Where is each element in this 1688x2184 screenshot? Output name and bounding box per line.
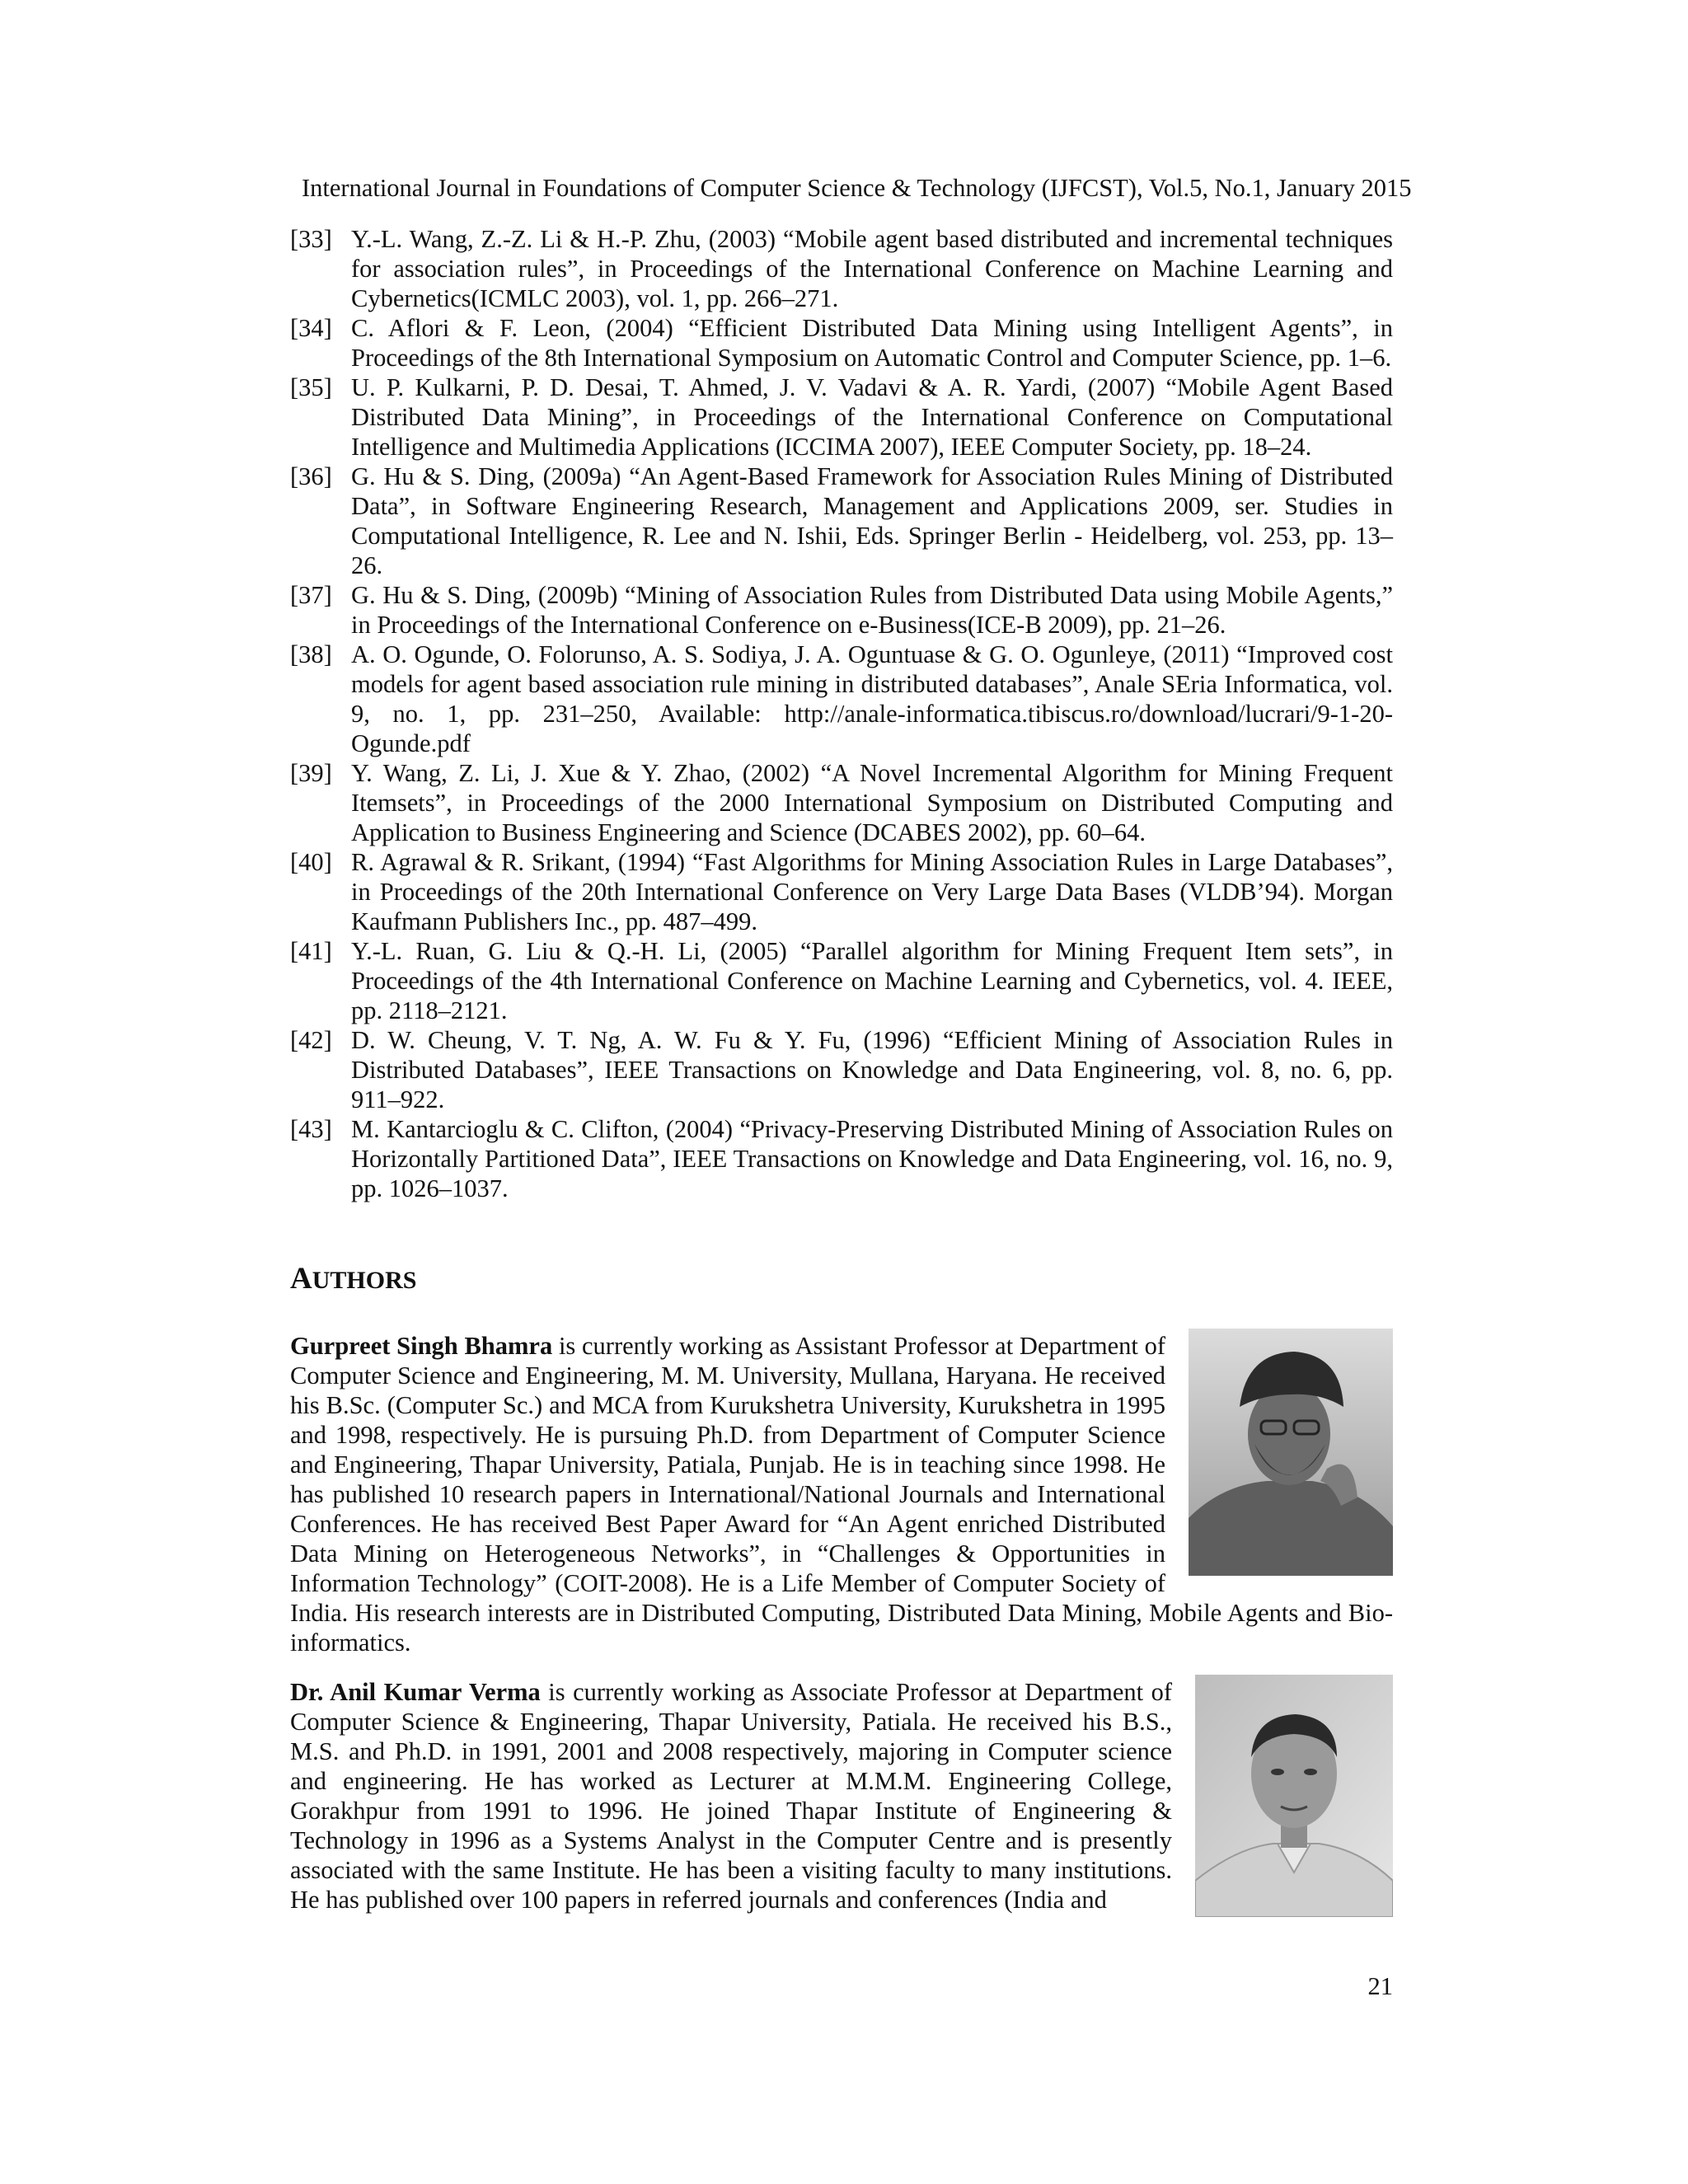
authors-heading-initial: A: [290, 1262, 312, 1296]
authors-heading: [290, 1261, 416, 1299]
reference-item: [290, 580, 1393, 640]
author-bio: [290, 1677, 1393, 1922]
reference-item: [290, 1025, 1393, 1114]
author-bio: [290, 1331, 1393, 1657]
author-photo: [1189, 1329, 1393, 1576]
reference-number: [33]: [290, 225, 332, 253]
reference-number: [37]: [290, 581, 332, 609]
reference-text: A. O. Ogunde, O. Folorunso, A. S. Sodiya, J. A. Oguntuase & G. O. Ogunleye, (2011) “Improved cost models for agent based association rule mining in distributed databases”, Anale SEria Informatica, vol. 9, no. 1, pp. 231–250, Available: http://anale-informatica.tibiscus.ro/download/lucrari/9-1-20-Ogunde.pdf: [351, 640, 1393, 757]
reference-text: Y.-L. Wang, Z.-Z. Li & H.-P. Zhu, (2003) “Mobile agent based distributed and incremental techniques for association rules”, in Proceedings of the International Conference on Machine Learning and Cybernetics(ICMLC 2003), vol. 1, pp. 266–271.: [351, 225, 1393, 312]
reference-number: [36]: [290, 462, 332, 490]
reference-item: [290, 224, 1393, 313]
reference-item: [290, 847, 1393, 936]
author-name: Gurpreet Singh Bhamra: [290, 1332, 553, 1360]
reference-text: D. W. Cheung, V. T. Ng, A. W. Fu & Y. Fu, (1996) “Efficient Mining of Association Rules in Distributed Databases”, IEEE Transactions on Knowledge and Data Engineering, vol. 8, no. 6, pp. 911–922.: [351, 1026, 1393, 1113]
reference-text: R. Agrawal & R. Srikant, (1994) “Fast Algorithms for Mining Association Rules in Large Databases”, in Proceedings of the 20th International Conference on Very Large Data Bases (VLDB’94). Morgan Kaufmann Publishers Inc., pp. 487–499.: [351, 848, 1393, 935]
reference-item: [290, 373, 1393, 462]
reference-item: [290, 640, 1393, 758]
reference-text: Y.-L. Ruan, G. Liu & Q.-H. Li, (2005) “Parallel algorithm for Mining Frequent Item sets”, in Proceedings of the 4th International Conference on Machine Learning and Cybernetics, vol. 4. IEEE, pp. 2118–2121.: [351, 937, 1393, 1024]
reference-text: U. P. Kulkarni, P. D. Desai, T. Ahmed, J. V. Vadavi & A. R. Yardi, (2007) “Mobile Agent Based Distributed Data Mining”, in Proceedings of the International Conference on Computational Intelligence and Multimedia Applications (ICCIMA 2007), IEEE Computer Society, pp. 18–24.: [351, 373, 1393, 461]
author-name: Dr. Anil Kumar Verma: [290, 1678, 541, 1706]
reference-text: Y. Wang, Z. Li, J. Xue & Y. Zhao, (2002) “A Novel Incremental Algorithm for Mining Frequent Itemsets”, in Proceedings of the 2000 International Symposium on Distributed Computing and Application to Business Engineering and Science (DCABES 2002), pp. 60–64.: [351, 759, 1393, 846]
reference-list: [290, 224, 1393, 1203]
reference-number: [34]: [290, 314, 332, 342]
reference-item: [290, 936, 1393, 1025]
reference-number: [38]: [290, 640, 332, 668]
reference-text: G. Hu & S. Ding, (2009b) “Mining of Association Rules from Distributed Data using Mobile Agents,” in Proceedings of the International Conference on e-Business(ICE-B 2009), pp. 21–26.: [351, 581, 1393, 639]
reference-text: C. Aflori & F. Leon, (2004) “Efficient Distributed Data Mining using Intelligent Agents”, in Proceedings of the 8th International Symposium on Automatic Control and Computer Science, pp. 1–6.: [351, 314, 1393, 372]
author-bio-text: is currently working as Assistant Professor at Department of Computer Science and Engineering, M. M. University, Mullana, Haryana. He received his B.Sc. (Computer Sc.) and MCA from Kurukshetra University, Kurukshetra in 1995 and 1998, respectively. He is pursuing Ph.D. from Department of Computer Science and Engineering, Thapar University, Patiala, Punjab. He is in teaching since 1998. He has published 10 research papers in International/National Journals and International Conferences. He has received Best Paper Award for “An Agent enriched Distributed Data Mining on Heterogeneous Networks”, in “Challenges & Opportunities in Information Technology” (COIT-2008). He is a Life Member of Computer Society of India. His research interests are in Distributed Computing, Distributed Data Mining, Mobile Agents and Bio-informatics.: [290, 1332, 1393, 1657]
reference-item: [290, 1114, 1393, 1203]
authors-heading-rest: UTHORS: [312, 1267, 417, 1294]
reference-item: [290, 313, 1393, 373]
reference-item: [290, 462, 1393, 580]
reference-item: [290, 758, 1393, 847]
reference-number: [41]: [290, 937, 332, 965]
reference-text: M. Kantarcioglu & C. Clifton, (2004) “Privacy-Preserving Distributed Mining of Association Rules on Horizontally Partitioned Data”, IEEE Transactions on Knowledge and Data Engineering, vol. 16, no. 9, pp. 1026–1037.: [351, 1115, 1393, 1202]
reference-number: [39]: [290, 759, 332, 787]
reference-number: [43]: [290, 1115, 332, 1143]
page-number: 21: [1367, 1972, 1393, 2000]
reference-number: [35]: [290, 373, 332, 401]
reference-number: [40]: [290, 848, 332, 876]
author-bio-text: is currently working as Associate Professor at Department of Computer Science & Engineering, Thapar University, Patiala. He received his B.S., M.S. and Ph.D. in 1991, 2001 and 2008 respectively, majoring in Computer science and engineering. He has worked as Lecturer at M.M.M. Engineering College, Gorakhpur from 1991 to 1996. He joined Thapar Institute of Engineering & Technology in 1996 as a Systems Analyst in the Computer Centre and is presently associated with the same Institute. He has been a visiting faculty to many institutions. He has published over 100 papers in referred journals and conferences (India and: [290, 1678, 1172, 1914]
running-header: International Journal in Foundations of Computer Science & Technology (IJFCST), Vol.5, No.1, January 2015: [302, 174, 1412, 202]
author-photo: [1195, 1675, 1393, 1917]
reference-text: G. Hu & S. Ding, (2009a) “An Agent-Based Framework for Association Rules Mining of Distributed Data”, in Software Engineering Research, Management and Applications 2009, ser. Studies in Computational Intelligence, R. Lee and N. Ishii, Eds. Springer Berlin - Heidelberg, vol. 253, pp. 13–26.: [351, 462, 1393, 579]
reference-number: [42]: [290, 1026, 332, 1054]
